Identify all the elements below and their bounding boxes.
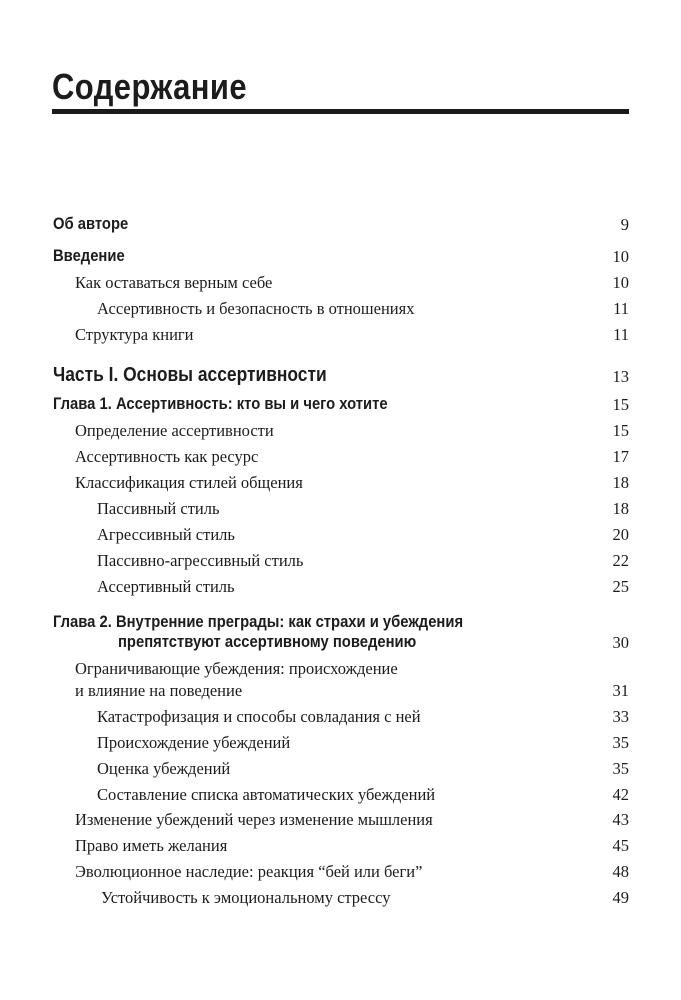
toc-page-number: 9	[620, 215, 629, 234]
toc-page-number: 20	[612, 525, 629, 544]
toc-page-number: 35	[612, 733, 629, 752]
toc-page-number: 18	[612, 499, 629, 518]
toc-entry-label-continued: и влияние на поведение	[75, 681, 243, 700]
toc-page-number: 13	[612, 367, 629, 386]
toc-page-number: 22	[612, 551, 629, 570]
toc-entry-label: Эволюционное наследие: реакция “бей или беги”	[75, 862, 423, 881]
toc-page-number: 11	[613, 299, 629, 318]
toc-page-number: 18	[612, 473, 629, 492]
toc-entry-label: Об авторе	[53, 214, 129, 233]
toc-entry-label: Как оставаться верным себе	[75, 273, 273, 292]
toc-entry-label: Агрессивный стиль	[97, 525, 235, 544]
toc-entry-label: Ассертивность и безопасность в отношениях	[97, 299, 415, 318]
toc-entry-label: Часть I. Основы ассертивности	[53, 364, 327, 386]
toc-entry-label: Происхождение убеждений	[97, 733, 291, 752]
toc-page-number: 45	[612, 836, 629, 855]
toc-page-number: 48	[612, 862, 629, 881]
page-title: Содержание	[52, 66, 248, 107]
toc-entry-label: Ассертивность как ресурс	[75, 447, 259, 466]
toc-entry-label: Право иметь желания	[75, 836, 228, 855]
toc-entry-label: Составление списка автоматических убеждений	[97, 785, 436, 804]
toc-entry-label: Структура книги	[75, 325, 194, 344]
toc-entry-label: Устойчивость к эмоциональному стрессу	[101, 888, 391, 907]
toc-entry-label: Введение	[53, 246, 125, 265]
toc-page-number: 17	[612, 447, 629, 466]
toc-page-number: 43	[612, 810, 629, 829]
toc-entry-label: Пассивно-агрессивный стиль	[97, 551, 304, 570]
toc-entry-label: Оценка убеждений	[97, 759, 231, 778]
toc-entry-label: Классификация стилей общения	[75, 473, 303, 492]
toc-entry-label: Пассивный стиль	[97, 499, 220, 518]
toc-page-number: 42	[612, 785, 629, 804]
toc-page-number: 35	[612, 759, 629, 778]
toc-page-number: 10	[612, 273, 629, 292]
toc-page-number: 10	[612, 247, 629, 266]
toc-entry-label: Глава 2. Внутренние преграды: как страхи и убеждения	[53, 612, 464, 631]
toc-entry-label: Ассертивный стиль	[97, 577, 235, 596]
toc-page-number: 33	[612, 707, 629, 726]
toc-page-number: 15	[612, 421, 629, 440]
toc-page-number: 31	[612, 681, 629, 700]
toc-page-number: 30	[612, 633, 629, 652]
toc-entry-label: Определение ассертивности	[75, 421, 274, 440]
toc-page-number: 15	[612, 395, 629, 414]
toc-page-number: 25	[612, 577, 629, 596]
toc-entry-label: Ограничивающие убеждения: происхождение	[75, 659, 398, 678]
toc-entry-label-continued: препятствуют ассертивному поведению	[118, 632, 417, 651]
toc-page-number: 11	[613, 325, 629, 344]
toc-entry-label: Изменение убеждений через изменение мышления	[75, 810, 433, 829]
toc-page-number: 49	[612, 888, 629, 907]
toc-entry-label: Глава 1. Ассертивность: кто вы и чего хотите	[53, 394, 388, 413]
toc-entry-label: Катастрофизация и способы совладания с ней	[97, 707, 421, 726]
